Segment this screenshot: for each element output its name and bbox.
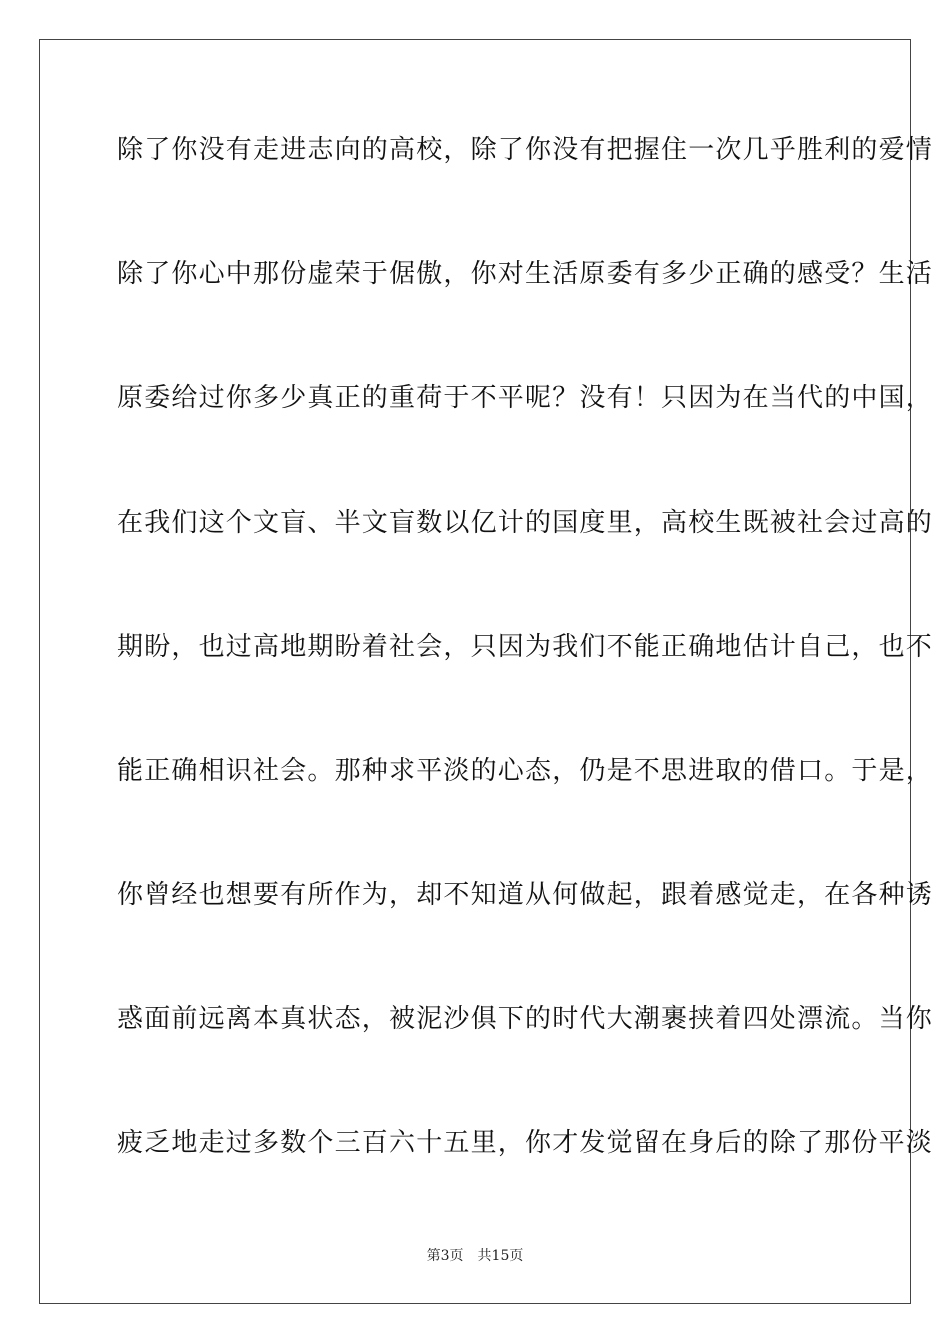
- body-text-line: 惑面前远离本真状态，被泥沙俱下的时代大潮裹挟着四处漂流。当你: [117, 1004, 934, 1034]
- page-number: 第3页: [426, 1248, 464, 1264]
- body-text-line: 期盼，也过高地期盼着社会，只因为我们不能正确地估计自己，也不: [117, 632, 934, 662]
- body-text-line: 除了你没有走进志向的高校，除了你没有把握住一次几乎胜利的爱情: [117, 135, 934, 165]
- body-text-line: 除了你心中那份虚荣于倨傲，你对生活原委有多少正确的感受？生活: [117, 259, 934, 289]
- body-text-line: 你曾经也想要有所作为，却不知道从何做起，跟着感觉走，在各种诱: [117, 880, 934, 910]
- total-pages: 共15页: [477, 1248, 524, 1264]
- body-text-line: 在我们这个文盲、半文盲数以亿计的国度里，高校生既被社会过高的: [117, 508, 934, 538]
- page-footer: [0, 1247, 950, 1265]
- page-border: [39, 39, 934, 1304]
- body-text-line: 能正确相识社会。那种求平淡的心态，仍是不思进取的借口。于是，: [117, 756, 934, 786]
- body-text-line: 原委给过你多少真正的重荷于不平呢？没有！只因为在当代的中国，: [117, 383, 934, 413]
- body-text-line: 疲乏地走过多数个三百六十五里，你才发觉留在身后的除了那份平淡: [117, 1128, 934, 1158]
